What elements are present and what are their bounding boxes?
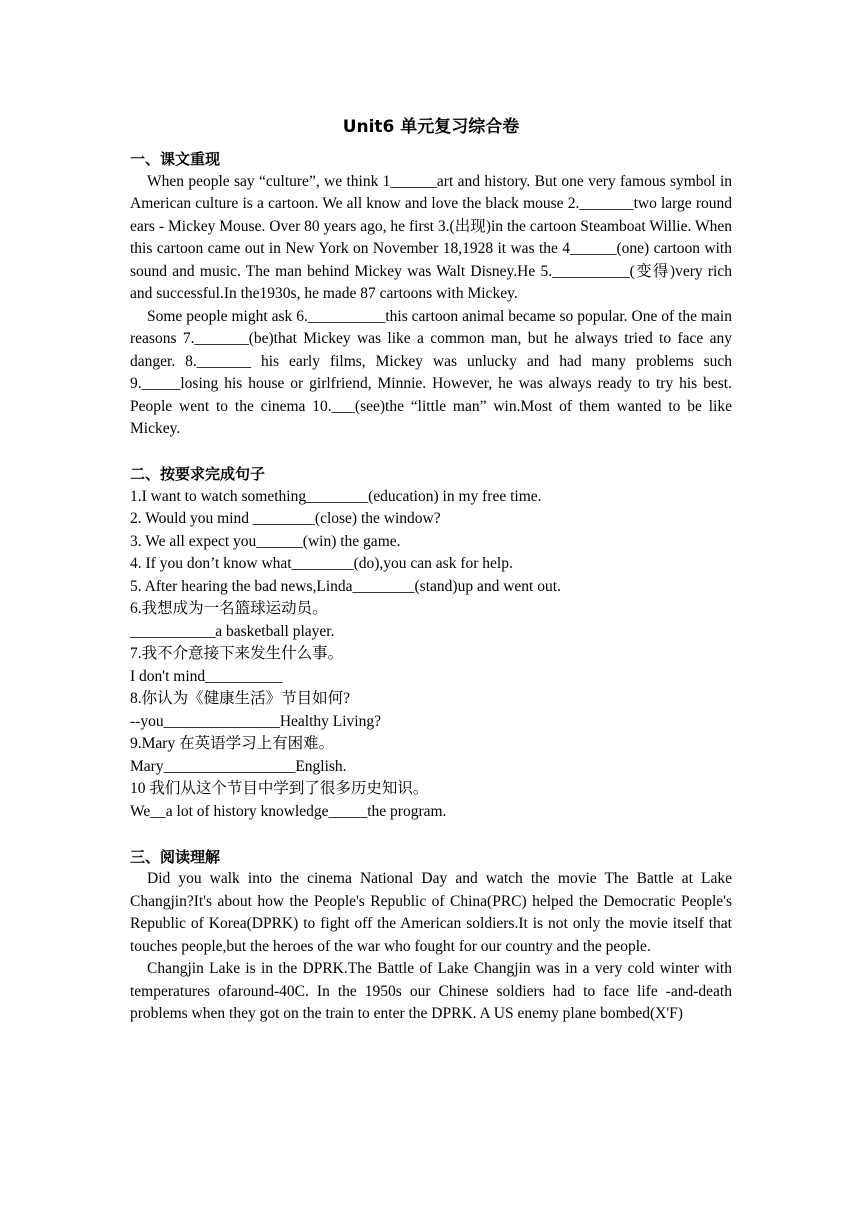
answer-line: Mary_________________English. bbox=[130, 757, 347, 775]
document-page bbox=[130, 116, 732, 1026]
section-heading: 二、按要求完成句子 bbox=[130, 465, 266, 483]
paragraph: Some people might ask 6.__________this cartoon animal became so popular. One of the main reasons 7._______(be)that Mickey was like a common man, but he always tried to face any danger. 8._______ his early films, Mickey was unlucky and had many problems such 9._____losing his house or girlfriend, Minnie. However, he was always ready to try his best. People went to the cinema 10.___(see)the “little man” win.Most of them wanted to be like Mickey. bbox=[130, 307, 732, 437]
question-line: 2. Would you mind ________(close) the window? bbox=[130, 510, 441, 527]
answer-line: We__a lot of history knowledge_____the program. bbox=[130, 802, 447, 820]
question-line: 9.Mary 在英语学习上有困难。 bbox=[130, 735, 335, 752]
question-line: 5. After hearing the bad news,Linda________(stand)up and went out. bbox=[130, 577, 561, 595]
paragraph: Did you walk into the cinema National Day and watch the movie The Battle at Lake Changjin?It's about how the People's Republic of China(PRC) helped the Democratic People's Republic of Korea(DPRK) to fight off the American soldiers.It is not only the movie itself that touches people,but the heroes of the war who fought for our country and the people. bbox=[130, 870, 732, 955]
paragraph: When people say “culture”, we think 1______art and history. But one very famous symbol in American culture is a cartoon. We all know and love the black mouse 2._______two large round ears - Mickey Mouse. Over 80 years ago, he first 3.(出现)in the cartoon Steamboat Willie. When this cartoon came out in New York on November 18,1928 it was the 4______(one) cartoon with sound and music. The man behind Mickey was Walt Disney.He 5.__________(变得)very rich and successful.In the1930s, he made 87 cartoons with Mickey. bbox=[130, 172, 732, 302]
section-heading: 三、阅读理解 bbox=[130, 847, 221, 866]
question-line: 3. We all expect you______(win) the game. bbox=[130, 532, 401, 550]
answer-line: I don't mind__________ bbox=[130, 667, 283, 685]
question-line: 8.你认为《健康生活》节目如何? bbox=[130, 690, 351, 707]
section-heading: 一、课文重现 bbox=[130, 150, 221, 168]
paragraph: Changjin Lake is in the DPRK.The Battle of Lake Changjin was in a very cold winter with temperatures ofaround-40C. In the 1950s our Chinese soldiers had to face life -and-death problems when they got on the train to enter the DPRK. A US enemy plane bombed(X'F) bbox=[130, 960, 732, 1022]
answer-line: ___________a basketball player. bbox=[130, 622, 335, 640]
section-text-recall bbox=[130, 148, 732, 441]
question-line: 10 我们从这个节目中学到了很多历史知识。 bbox=[130, 780, 429, 797]
answer-line: --you_______________Healthy Living? bbox=[130, 712, 381, 730]
question-line: 4. If you don’t know what________(do),you can ask for help. bbox=[130, 555, 513, 572]
section-sentence-completion bbox=[130, 463, 732, 823]
section-reading-comprehension bbox=[130, 846, 732, 1026]
question-line: 6.我想成为一名篮球运动员。 bbox=[130, 600, 328, 617]
page-title: Unit6 单元复习综合卷 bbox=[342, 117, 520, 137]
question-line: 7.我不介意接下来发生什么事。 bbox=[130, 645, 344, 662]
question-line: 1.I want to watch something________(education) in my free time. bbox=[130, 487, 542, 505]
